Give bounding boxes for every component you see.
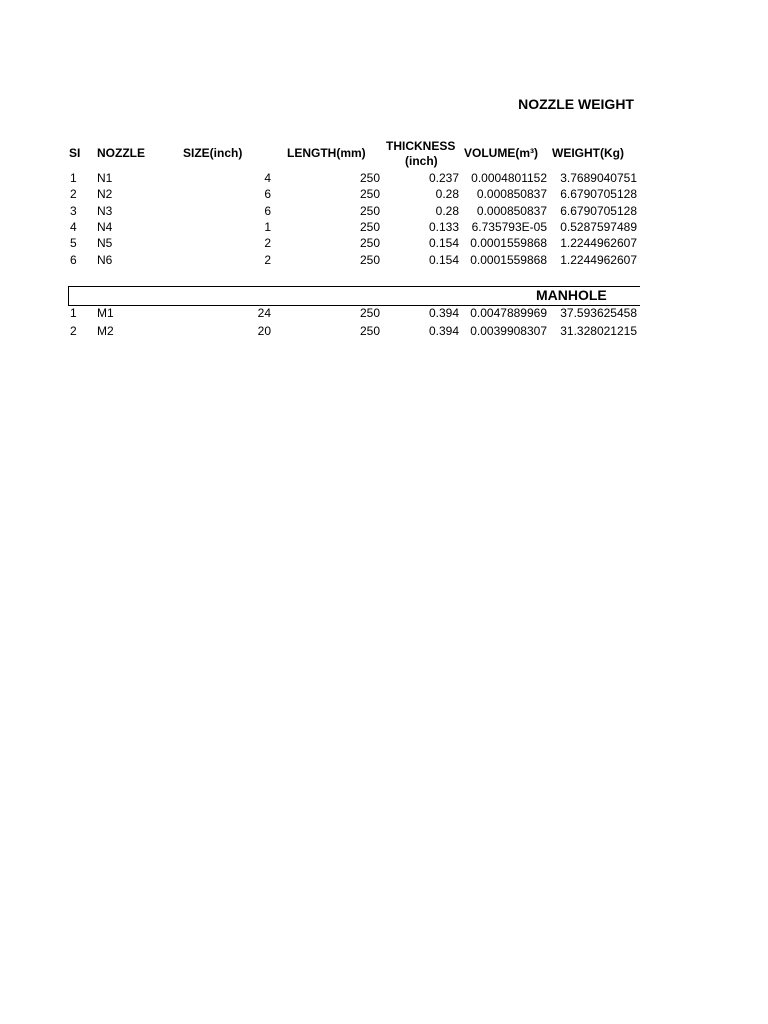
header-size: SIZE(inch) [183, 146, 243, 160]
cell-length: 250 [359, 252, 380, 267]
cell-size: 6 [264, 203, 271, 218]
cell-thickness: 0.394 [428, 306, 459, 320]
cell-thickness: 0.154 [428, 252, 459, 267]
cell-si: 4 [70, 219, 77, 234]
cell-weight: 6.6790705128 [560, 187, 637, 202]
header-thickness: THICKNESS [386, 139, 456, 153]
cell-size: 2 [264, 236, 271, 251]
cell-si: 5 [70, 236, 77, 251]
cell-length: 250 [359, 171, 380, 185]
cell-volume: 0.000850837 [476, 187, 547, 202]
cell-volume: 0.0001559868 [470, 252, 547, 267]
cell-name: N1 [97, 171, 113, 185]
cell-name: N2 [97, 187, 113, 202]
cell-weight: 3.7689040751 [560, 171, 637, 185]
manhole-section-title: MANHOLE [536, 287, 607, 303]
table-row [0, 203, 768, 219]
cell-thickness: 0.133 [428, 219, 459, 234]
header-si: SI [69, 146, 81, 160]
cell-volume: 0.000850837 [476, 203, 547, 218]
table-row [0, 323, 768, 339]
header-thickness-unit: (inch) [405, 154, 438, 168]
cell-thickness: 0.154 [428, 236, 459, 251]
cell-si: 1 [70, 306, 77, 320]
cell-si: 1 [70, 171, 77, 185]
cell-volume: 0.0039908307 [470, 323, 547, 338]
cell-weight: 1.2244962607 [560, 252, 637, 267]
cell-volume: 0.0001559868 [470, 236, 547, 251]
cell-name: M1 [97, 306, 114, 320]
cell-thickness: 0.237 [428, 171, 459, 185]
cell-weight: 31.328021215 [560, 323, 637, 338]
cell-si: 3 [70, 203, 77, 218]
cell-size: 4 [264, 171, 271, 185]
cell-name: N5 [97, 236, 113, 251]
header-nozzle: NOZZLE [97, 146, 145, 160]
cell-length: 250 [359, 219, 380, 234]
cell-weight: 0.5287597489 [560, 219, 637, 234]
cell-length: 250 [359, 306, 380, 320]
cell-volume: 0.0004801152 [471, 171, 547, 185]
cell-size: 24 [257, 306, 271, 320]
header-weight: WEIGHT(Kg) [552, 146, 624, 160]
cell-weight: 37.593625458 [560, 306, 637, 320]
cell-length: 250 [359, 187, 380, 202]
header-length: LENGTH(mm) [287, 146, 366, 160]
table-row [0, 186, 768, 202]
cell-name: M2 [97, 323, 114, 338]
cell-si: 2 [70, 187, 77, 202]
table-row [0, 252, 768, 268]
cell-thickness: 0.394 [428, 323, 459, 338]
cell-size: 20 [257, 323, 271, 338]
table-row [0, 219, 768, 235]
cell-name: N3 [97, 203, 113, 218]
cell-name: N4 [97, 219, 113, 234]
header-volume: VOLUME(m³) [464, 146, 538, 160]
cell-volume: 0.0047889969 [470, 306, 547, 320]
cell-length: 250 [359, 323, 380, 338]
cell-thickness: 0.28 [435, 187, 459, 202]
cell-si: 6 [70, 252, 77, 267]
cell-size: 6 [264, 187, 271, 202]
cell-si: 2 [70, 323, 77, 338]
cell-volume: 6.735793E-05 [471, 219, 547, 234]
cell-name: N6 [97, 252, 113, 267]
cell-size: 2 [264, 252, 271, 267]
table-row [0, 305, 768, 321]
table-row [0, 235, 768, 251]
cell-weight: 1.2244962607 [560, 236, 637, 251]
cell-size: 1 [264, 219, 271, 234]
cell-length: 250 [359, 203, 380, 218]
table-row [0, 170, 768, 186]
cell-thickness: 0.28 [435, 203, 459, 218]
page-title: NOZZLE WEIGHT [518, 96, 634, 112]
cell-weight: 6.6790705128 [560, 203, 637, 218]
cell-length: 250 [359, 236, 380, 251]
